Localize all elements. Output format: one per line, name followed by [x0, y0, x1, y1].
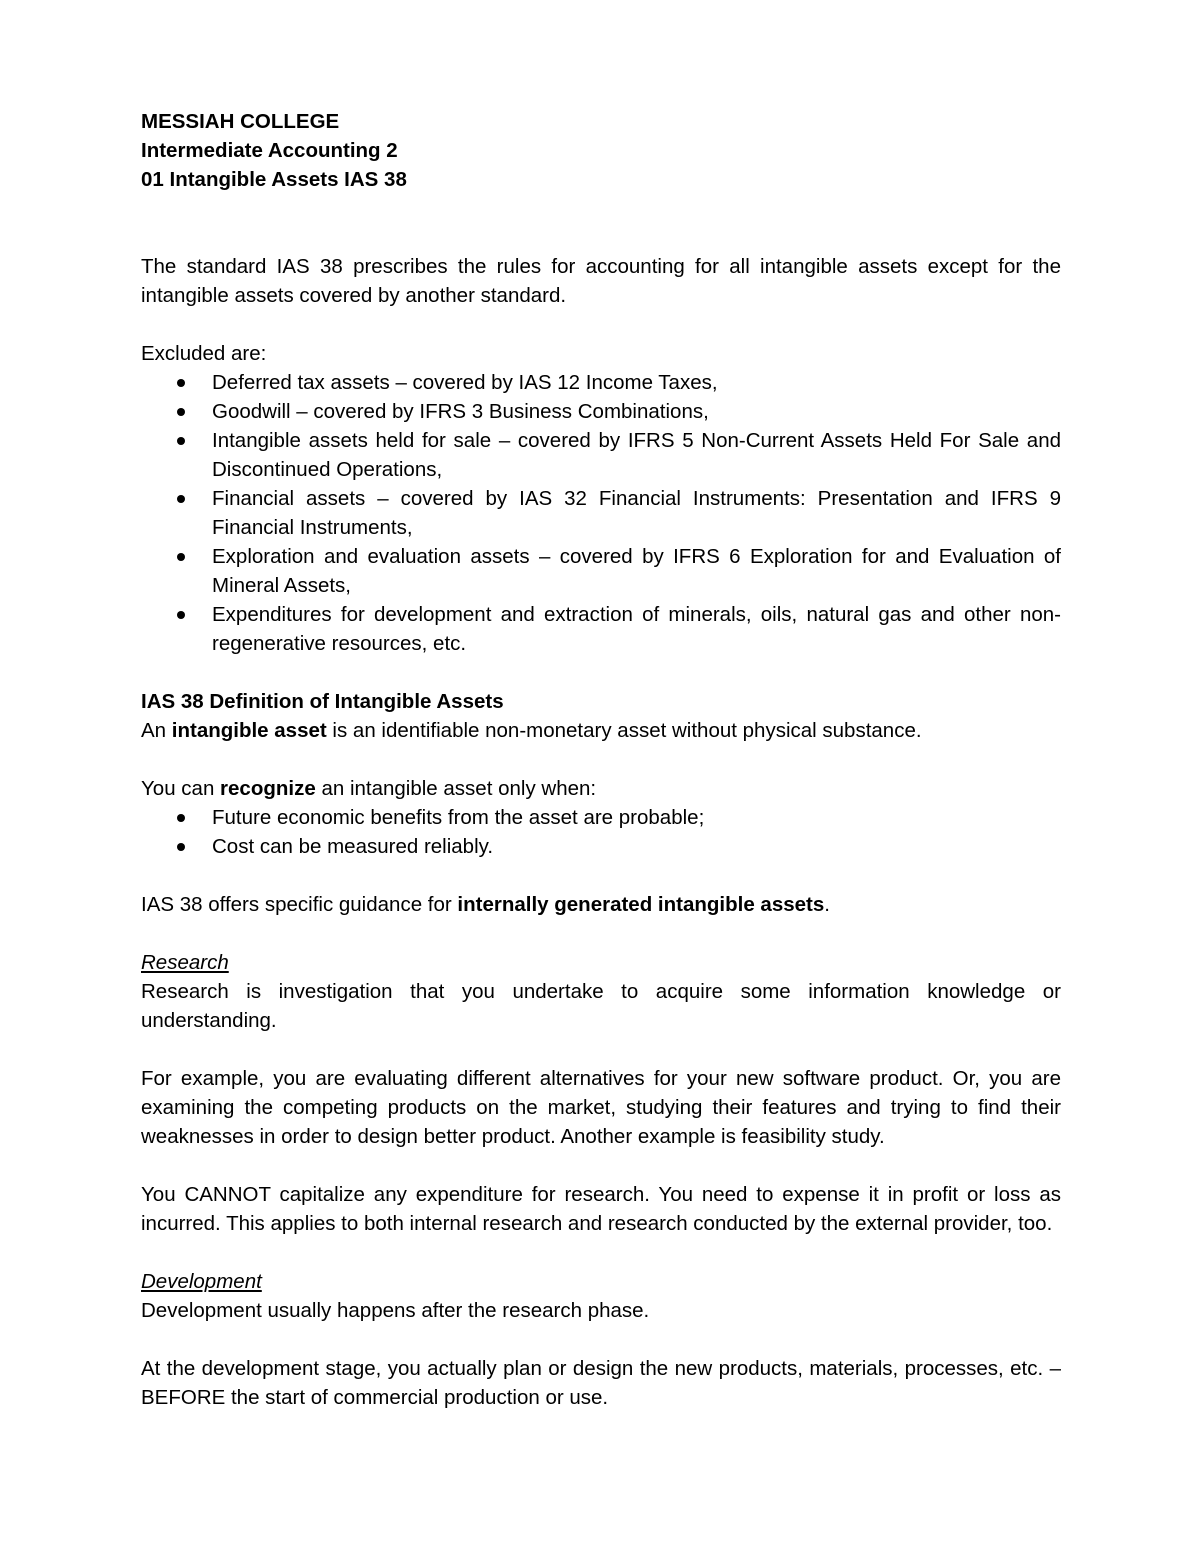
development-line1: Development usually happens after the research phase.	[141, 1299, 650, 1322]
college-name: MESSIAH COLLEGE	[141, 110, 340, 133]
list-item: Cost can be measured reliably.	[141, 832, 1061, 861]
list-item: Exploration and evaluation assets – covered by IFRS 6 Exploration for and Evaluation of Mineral Assets,	[141, 542, 1061, 600]
bullet-icon	[177, 611, 185, 619]
course-name: Intermediate Accounting 2	[141, 139, 398, 162]
development-line2: At the development stage, you actually plan or design the new products, materials, processes, etc. – BEFORE the start of commercial production or use.	[141, 1357, 1061, 1409]
bullet-icon	[177, 437, 185, 445]
recognition-list	[141, 803, 1061, 861]
bullet-icon	[177, 495, 185, 503]
bullet-icon	[177, 843, 185, 851]
list-item: Financial assets – covered by IAS 32 Financial Instruments: Presentation and IFRS 9 Financial Instruments,	[141, 484, 1061, 542]
research-example: For example, you are evaluating different alternatives for your new software product. Or, you are examining the competing products on the market, studying their features and trying to find their weaknesses in order to design better product. Another example is feasibility study.	[141, 1067, 1061, 1148]
guidance-paragraph: IAS 38 offers specific guidance for internally generated intangible assets.	[141, 893, 830, 916]
research-rule: You CANNOT capitalize any expenditure for research. You need to expense it in profit or loss as incurred. This applies to both internal research and research conducted by the external provider, too.	[141, 1183, 1061, 1235]
topic-title: 01 Intangible Assets IAS 38	[141, 168, 407, 191]
list-item: Expenditures for development and extraction of minerals, oils, natural gas and other non-regenerative resources, etc.	[141, 600, 1061, 658]
recognition-intro: You can recognize an intangible asset only when:	[141, 777, 597, 800]
bullet-icon	[177, 379, 185, 387]
list-item: Intangible assets held for sale – covered by IFRS 5 Non-Current Assets Held For Sale and Discontinued Operations,	[141, 426, 1061, 484]
document-page	[141, 107, 1061, 1412]
bullet-icon	[177, 553, 185, 561]
research-definition: Research is investigation that you undertake to acquire some information knowledge or understanding.	[141, 980, 1061, 1032]
list-item: Future economic benefits from the asset are probable;	[141, 803, 1061, 832]
development-heading: Development	[141, 1270, 262, 1293]
intro-paragraph: The standard IAS 38 prescribes the rules for accounting for all intangible assets except for the intangible assets covered by another standard.	[141, 255, 1061, 307]
bullet-icon	[177, 814, 185, 822]
list-item: Goodwill – covered by IFRS 3 Business Combinations,	[141, 397, 1061, 426]
research-heading: Research	[141, 951, 229, 974]
bullet-icon	[177, 408, 185, 416]
excluded-label: Excluded are:	[141, 342, 267, 365]
excluded-list	[141, 368, 1061, 658]
definition-paragraph: An intangible asset is an identifiable non-monetary asset without physical substance.	[141, 719, 922, 742]
list-item: Deferred tax assets – covered by IAS 12 Income Taxes,	[141, 368, 1061, 397]
definition-heading: IAS 38 Definition of Intangible Assets	[141, 690, 504, 713]
